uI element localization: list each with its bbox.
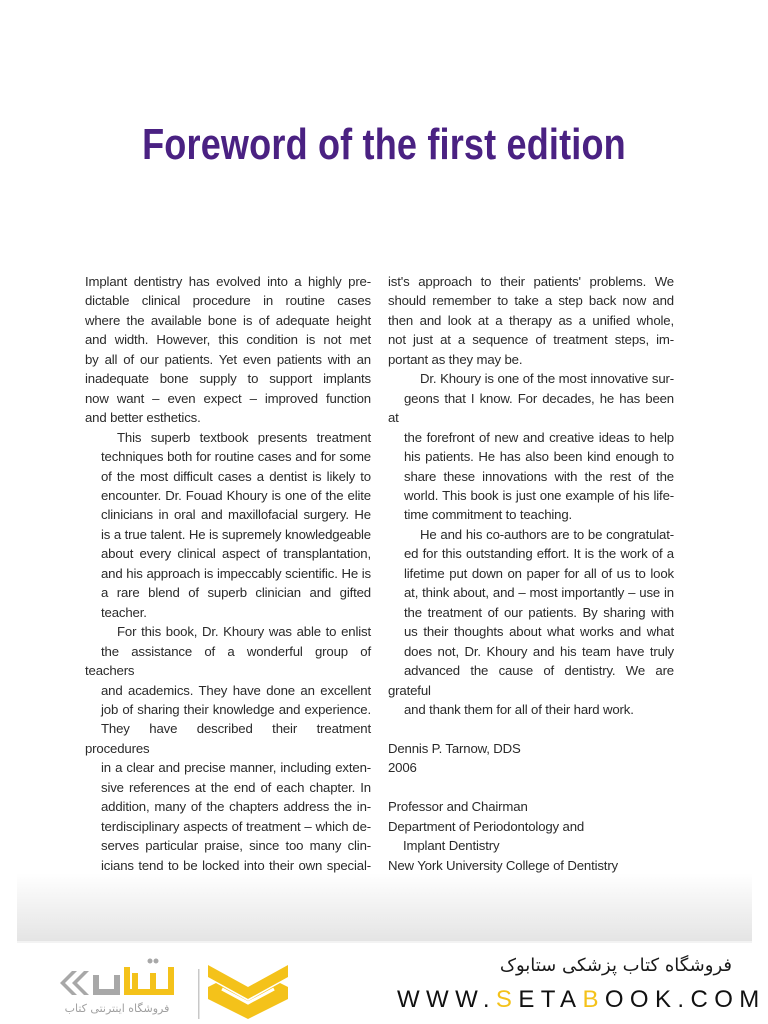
logo-caption: فروشگاه اینترنتی کتاب — [64, 1002, 170, 1015]
text-line: and width. However, this condition is not met — [85, 332, 371, 348]
author-department: Department of Periodontology and — [388, 818, 585, 834]
text-line: techniques both for routine cases and for some — [101, 449, 371, 465]
url-part-highlight: B — [582, 986, 605, 1013]
text-line: and academics. They have done an excellent — [101, 682, 371, 698]
text-line: where the available bone is of adequate height — [85, 312, 371, 328]
text-line: his patients. He has also been kind enough to — [404, 449, 674, 465]
url-part: ETA — [518, 986, 583, 1013]
paragraph — [388, 369, 674, 525]
text-line: job of sharing their knowledge and experience. — [101, 701, 371, 717]
text-line: They have described their treatment procedures — [85, 721, 371, 756]
text-line: dictable clinical procedure in routine cases — [85, 293, 371, 309]
text-line: advanced the cause of dentistry. We are grateful — [388, 663, 674, 698]
text-line: encounter. Dr. Fouad Khoury is one of the elite — [101, 487, 371, 503]
right-column — [388, 272, 674, 875]
paragraph — [388, 525, 674, 720]
text-line: and thank them for all of their hard work. — [404, 701, 634, 717]
text-line: is a true talent. He is supremely knowledgeable — [101, 526, 371, 542]
paragraph — [85, 622, 371, 875]
paragraph — [85, 428, 371, 623]
text-line: portant as they may be. — [388, 351, 523, 367]
text-line: a rare blend of superb clinician and gifted — [101, 585, 371, 601]
left-column — [85, 272, 371, 875]
text-line: does not, Dr. Khoury and his team have truly — [404, 643, 674, 659]
text-line: clinicians in oral and maxillofacial surgery. He — [101, 507, 371, 523]
text-line: of the most difficult cases a dentist is likely to — [101, 468, 371, 484]
text-line: He and his co-authors are to be congratulat- — [420, 526, 674, 542]
url-part-highlight: S — [495, 986, 519, 1013]
text-line: icians tend to be locked into their own special- — [101, 857, 371, 873]
text-line: inadequate bone supply to support implants — [85, 371, 371, 387]
store-name: فروشگاه کتاب پزشکی ستابوک — [499, 955, 732, 976]
url-part: OOK.COM — [604, 986, 766, 1013]
text-line: by all of our patients. Yet even patients with an — [85, 351, 371, 367]
text-line: time commitment to teaching. — [404, 507, 573, 523]
text-line: teacher. — [101, 604, 147, 620]
author-position: Professor and Chairman — [388, 799, 528, 815]
text-line: the forefront of new and creative ideas to help — [404, 429, 674, 445]
text-line: Dr. Khoury is one of the most innovative sur- — [420, 371, 674, 387]
footer-gradient-band — [17, 873, 752, 942]
text-line: us their thoughts about what works and what — [404, 624, 674, 640]
signature-block — [388, 739, 674, 875]
page-title: Foreword of the first edition — [142, 120, 626, 170]
text-line: world. This book is just one example of his life- — [404, 487, 674, 503]
text-line: the treatment of our patients. By sharing with — [404, 604, 674, 620]
text-line: Implant dentistry has evolved into a highly pre- — [85, 274, 371, 289]
text-line: geons that I know. For decades, he has been at — [388, 390, 674, 426]
author-year: 2006 — [388, 760, 417, 776]
text-line: terdisciplinary aspects of treatment – which de- — [101, 818, 371, 834]
text-line: sive references at the end of each chapter. In — [101, 779, 371, 795]
paragraph — [85, 272, 371, 428]
author-name: Dennis P. Tarnow, DDS — [388, 740, 521, 756]
text-line: not just at a sequence of treatment steps, im- — [388, 332, 674, 348]
text-line: in a clear and precise manner, including exten- — [101, 760, 371, 776]
text-line: For this book, Dr. Khoury was able to enlist — [117, 624, 371, 640]
paragraph — [388, 272, 674, 369]
text-line: at, think about, and – most importantly – use in — [404, 585, 674, 601]
text-line: then and look at a therapy as a unified whole, — [388, 312, 674, 328]
author-department-cont: Implant Dentistry — [403, 838, 500, 854]
author-institution: New York University College of Dentistry — [388, 857, 619, 873]
text-line: share these innovations with the rest of the — [404, 468, 674, 484]
store-url-link[interactable] — [397, 986, 766, 1014]
text-line: ist's approach to their patients' problems. We — [388, 274, 674, 289]
text-line: serves particular praise, since too many clin- — [101, 838, 371, 854]
text-line: ed for this outstanding effort. It is the work of a — [404, 546, 674, 562]
text-line: now want – even expect – improved function — [85, 390, 371, 406]
footer-band-edge — [17, 941, 752, 943]
text-line: This superb textbook presents treatment — [117, 429, 371, 445]
text-line: and his approach is impeccably scientific. He is — [101, 565, 371, 581]
text-line: addition, many of the chapters address the in- — [101, 799, 371, 815]
url-part: WWW. — [397, 986, 496, 1013]
text-line: lifetime put down on paper for all of us to look — [404, 565, 674, 581]
text-line: about every clinical aspect of transplantation, — [101, 546, 371, 562]
text-line: the assistance of a wonderful group of teachers — [85, 643, 371, 679]
text-line: should remember to take a step back now and — [388, 293, 674, 309]
text-line: and better esthetics. — [85, 410, 201, 426]
